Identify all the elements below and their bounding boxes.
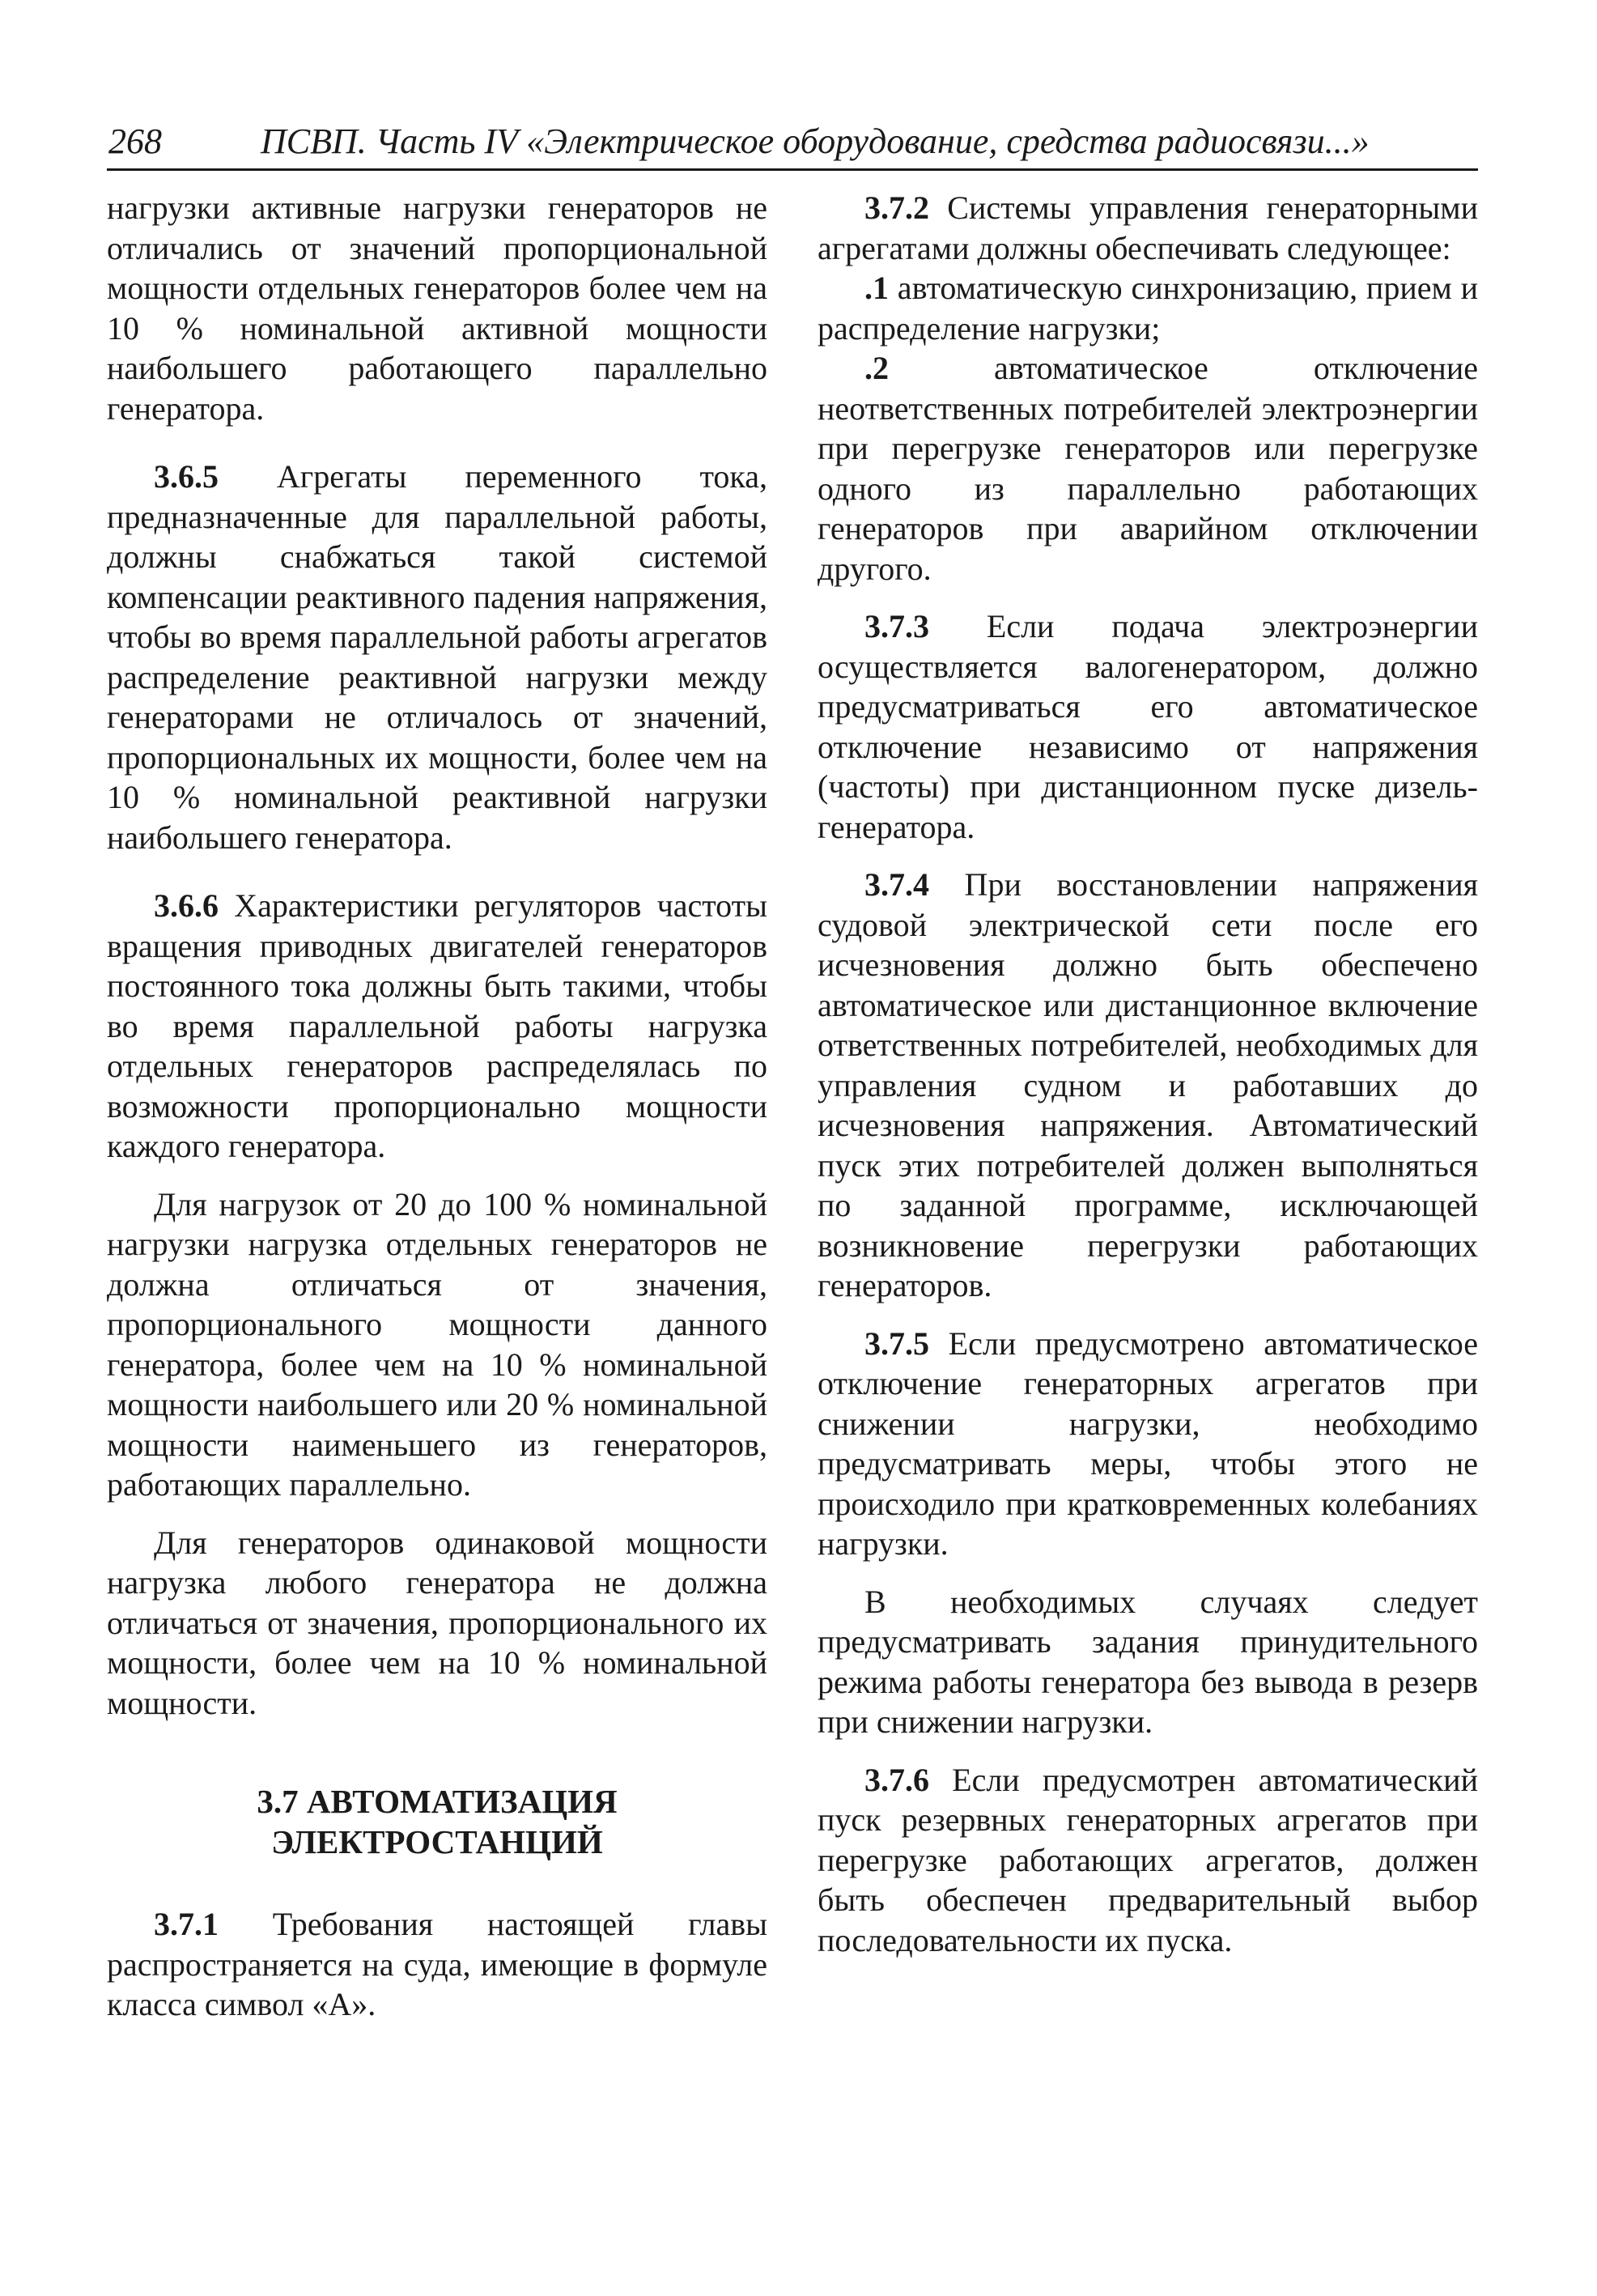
paragraph-equal-power: Для генераторов одинаковой мощности нагрузка любого генератора не должна отличаться от значения, пропорционального их мощности, более чем на 10 % номинальной мощности. (107, 1524, 767, 1721)
paragraph-load-range: Для нагрузок от 20 до 100 % номинальной нагрузки нагрузка отдельных генераторов не должна отличаться от значения, пропорционального мощности данного генератора, более чем на 10 % номинальной мощности наибольшего или 20 % номинальной мощности наименьшего из генераторов, работающих параллельно. (107, 1185, 767, 1503)
section-heading-line-2: ЭЛЕКТРОСТАНЦИЙ (271, 1823, 603, 1860)
list-item-2: .2 автоматическое отключение неответственных потребителей электроэнергии при перегрузке генераторов или перегрузке одного из параллельно работающих генераторов при аварийном отключении другого. (818, 350, 1478, 587)
paragraph-3-6-5: 3.6.5 Агрегаты переменного тока, предназначенные для параллельной работы, должны снабжаться такой системой компенсации реактивного падения напряжения, чтобы во время параллельной работы агрегатов распределение реактивной нагрузки между генераторами не отличалось от значений, пропорциональных их мощности, более чем на 10 % номинальной реактивной нагрузки наибольшего генератора. (107, 458, 767, 856)
clause-number: 3.7.6 (864, 1761, 929, 1798)
clause-number: 3.6.6 (154, 887, 219, 924)
paragraph-3-7-6: 3.7.6 Если предусмотрен автоматический пуск резервных генераторных агрегатов при перегрузке работающих агрегатов, должен быть обеспечен предварительный выбор последовательности их пуска. (818, 1761, 1478, 1958)
paragraph-3-7-1: 3.7.1 Требования настоящей главы распространяется на суда, имеющие в формуле класса символ «А». (107, 1906, 767, 2022)
clause-number: 3.7.3 (864, 608, 929, 644)
paragraph-3-6-6: 3.6.6 Характеристики регуляторов частоты вращения приводных двигателей генераторов постоянного тока должны быть такими, чтобы во время параллельной работы нагрузка отдельных генераторов распределялась по возможности пропорционально мощности каждого генератора. (107, 887, 767, 1164)
item-number: .2 (864, 350, 889, 386)
clause-number: 3.6.5 (154, 458, 219, 495)
running-title: ПСВП. Часть IV «Электрическое оборудование, средства радиосвязи...» (261, 121, 1370, 161)
clause-number: 3.7.1 (154, 1906, 219, 1942)
list-item-1: .1 автоматическую синхронизацию, прием и распределение нагрузки; (818, 270, 1478, 347)
paragraph-forced-mode: В необходимых случаях следует предусматривать задания принудительного режима работы генератора без вывода в резерв при снижении нагрузки. (818, 1583, 1478, 1740)
paragraph-3-7-3: 3.7.3 Если подача электроэнергии осуществляется валогенератором, должно предусматриваться его автоматическое отключение независимо от напряжения (частоты) при дистанционном пуске дизель-генератора. (818, 608, 1478, 845)
paragraph-3-7-5: 3.7.5 Если предусмотрено автоматическое отключение генераторных агрегатов при снижении нагрузки, необходимо предусматривать меры, чтобы этого не происходило при кратковременных колебаниях нагрузки. (818, 1324, 1478, 1562)
page-number: 268 (108, 121, 162, 161)
section-heading-line-1: 3.7 АВТОМАТИЗАЦИЯ (257, 1783, 618, 1820)
right-column (818, 188, 1478, 1960)
clause-number: 3.7.4 (864, 866, 929, 903)
page-header (107, 121, 1478, 171)
paragraph-continuation: нагрузки активные нагрузки генераторов не отличались от значений пропорциональной мощности отдельных генераторов более чем на 10 % номинальной активной мощности наибольшего работающего параллельно генератора. (107, 189, 767, 427)
clause-number: 3.7.5 (864, 1324, 929, 1362)
item-number: .1 (864, 270, 889, 306)
paragraph-3-7-4: 3.7.4 При восстановлении напряжения судовой электрической сети после его исчезновения должно быть обеспечено автоматическое или дистанционное включение ответственных потребителей, необходимых для управления судном и работавших до исчезновения напряжения. Автоматический пуск этих потребителей должен выполняться по заданной программе, исключающей возникновение перегрузки работающих генераторов. (818, 866, 1478, 1303)
section-heading-3-7 (107, 1781, 767, 1862)
left-column (107, 188, 767, 2025)
clause-number: 3.7.2 (864, 189, 929, 226)
paragraph-3-7-2: 3.7.2 Системы управления генераторными агрегатами должны обеспечивать следующее: (818, 189, 1478, 266)
